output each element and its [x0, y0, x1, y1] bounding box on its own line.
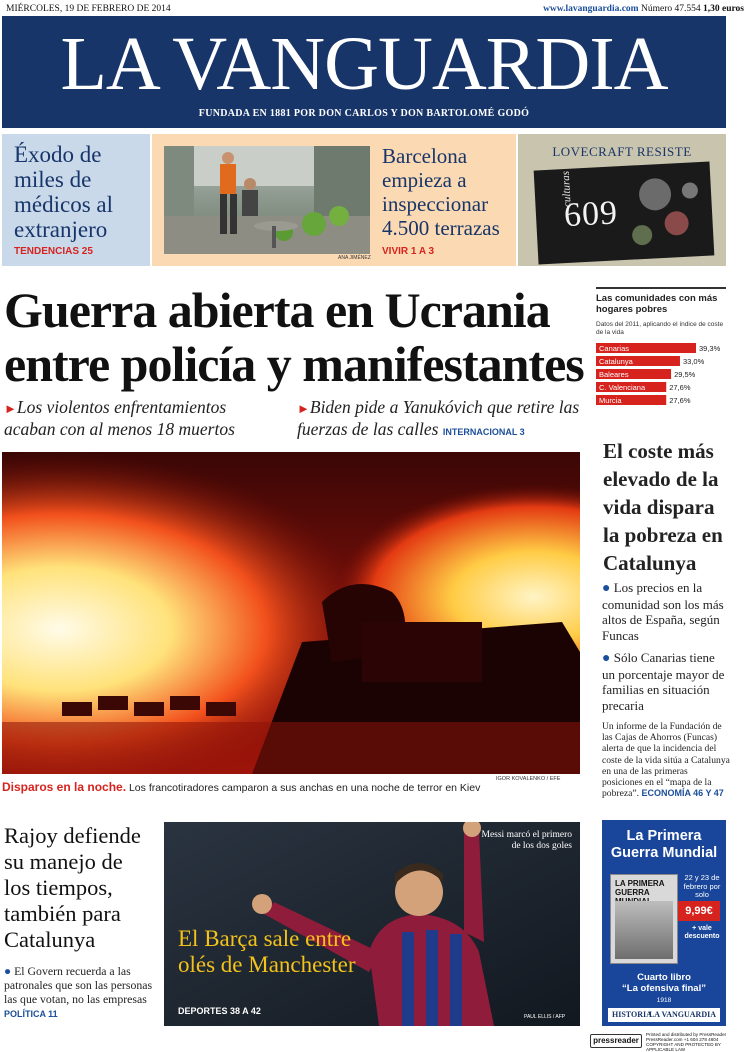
- section-tag[interactable]: INTERNACIONAL 3: [442, 427, 525, 437]
- promo-book-info: [602, 972, 726, 994]
- section-tag[interactable]: ECONOMÍA 46 Y 47: [641, 788, 724, 799]
- chart-subtitle: Datos del 2011, aplicando el índice de coste de la vida: [596, 321, 724, 336]
- bullet-dot-icon: ●: [602, 581, 611, 596]
- pressreader-text: Printed and distributed by PressReader PressReader.com +1 604 278 4604 COPYRIGHT AND PROTECTED BY APPLICABLE LAW: [646, 1032, 727, 1052]
- chart-title: Las comunidades con más hogares pobres: [596, 293, 718, 315]
- section-tag[interactable]: DEPORTES 38 A 42: [178, 1006, 261, 1016]
- teaser-terrazas[interactable]: [152, 134, 516, 266]
- promo-dates: 22 y 23 de febrero por solo: [683, 873, 721, 899]
- issue-meta: [543, 4, 744, 14]
- messi-headline[interactable]: El Barça sale entre olés de Manchester: [178, 926, 356, 977]
- side-body-text: Un informe de la Fundación de las Cajas de Ahorros (Funcas) alerta de que la incidencia del coste de la vida sitúa a Catalunya en una de las primeras posiciones en el “mapa de la pobreza”.: [602, 721, 730, 800]
- deck-left-text: Los violentos enfrentamientos acaban con al menos 18 muertos: [4, 397, 235, 439]
- newspaper-name: LA VANGUARDIA: [60, 22, 668, 106]
- main-headline[interactable]: Guerra abierta en Ucrania entre policía y manifestantes: [4, 282, 584, 392]
- side-body: [602, 721, 730, 799]
- chart-category-label: Catalunya: [599, 357, 633, 366]
- chart-category-label: Baleares: [599, 370, 629, 379]
- issue-price: 1,30 euros: [703, 4, 744, 14]
- fire-photo: [2, 452, 580, 774]
- teaser-headline: Barcelona empieza a inspeccionar 4.500 terrazas: [382, 144, 500, 240]
- chart-value-label: 27,6%: [669, 396, 691, 405]
- rajoy-headline[interactable]: Rajoy defiende su manejo de los tiempos, también para Catalunya: [4, 823, 141, 952]
- side-bullet-2: [602, 650, 730, 713]
- book-cover: [610, 874, 678, 964]
- pressreader-footer: [590, 1031, 748, 1051]
- masthead: [2, 16, 726, 128]
- magazine-brand: culturas: [559, 170, 574, 208]
- chart-value-label: 29,5%: [674, 370, 696, 379]
- bullet-text: Los precios en la comunidad son los más altos de España, según Funcas: [602, 580, 724, 643]
- photo-credit: IGOR KOVALENKO / EFE: [496, 776, 561, 782]
- deck-right-text: Biden pide a Yanukóvich que retire las fuerzas de las calles: [297, 397, 580, 439]
- book-title: LA PRIMERA GUERRA: [615, 879, 665, 897]
- promo-book-name: “La ofensiva final”: [622, 983, 706, 994]
- messi-caption: Messi marcó el primero de los dos goles: [481, 830, 572, 851]
- bullet-dot-icon: ●: [602, 651, 611, 666]
- triangle-bullet-icon: ►: [297, 401, 310, 416]
- poverty-chart: [596, 287, 726, 413]
- promo-price: 9,99€: [678, 901, 720, 921]
- bullet-dot-icon: ●: [4, 964, 12, 978]
- book-image: [615, 901, 673, 959]
- bullet-text: Sólo Canarias tiene un porcentaje mayor de familias en situación precaria: [602, 650, 725, 713]
- triangle-bullet-icon: ►: [4, 401, 17, 416]
- magazine-number: 609: [563, 194, 619, 235]
- chart-category-label: C. Valenciana: [599, 383, 646, 392]
- book-promo[interactable]: [602, 820, 726, 1026]
- rajoy-body-text: El Govern recuerda a las patronales que son las personas las que votan, no las empresas: [4, 964, 153, 1006]
- issue-date: MIÉRCOLES, 19 DE FEBRERO DE 2014: [6, 4, 171, 14]
- rajoy-body: [4, 964, 154, 1021]
- side-bullet-1: [602, 580, 730, 643]
- issue-number: Número 47.554: [640, 4, 701, 14]
- photo-credit: PAUL ELLIS / AFP: [524, 1014, 566, 1020]
- pressreader-logo[interactable]: pressreader: [590, 1034, 642, 1048]
- side-headline[interactable]: El coste más elevado de la vida dispara la pobreza en Catalunya: [603, 439, 723, 575]
- teaser-lovecraft[interactable]: [518, 134, 726, 266]
- teaser-headline: LOVECRAFT RESISTE: [552, 144, 692, 159]
- site-url[interactable]: www.lavanguardia.com: [543, 4, 639, 14]
- promo-logos: [608, 1008, 720, 1022]
- promo-book-number: Cuarto libro: [637, 972, 691, 983]
- historia-logo: HISTORIA: [612, 1010, 652, 1019]
- deck-left: [4, 397, 274, 439]
- chart-value-label: 33,0%: [682, 357, 705, 366]
- chart-rule: [596, 287, 726, 289]
- founded-line: FUNDADA EN 1881 POR DON CARLOS Y DON BARTOLOMÉ GODÓ: [198, 108, 530, 119]
- chart-value-label: 27,6%: [669, 383, 691, 392]
- deck-right: [297, 397, 587, 442]
- caption-lead: Disparos en la noche.: [2, 780, 127, 794]
- chart-value-label: 39,3%: [699, 344, 721, 353]
- teaser-section: TENDENCIAS 25: [14, 246, 93, 257]
- promo-headline: La Primera Guerra Mundial: [610, 828, 718, 861]
- magazine-cover: [534, 161, 715, 264]
- terrace-photo: [164, 146, 370, 254]
- promo-year: 1918: [656, 997, 672, 1004]
- teaser-headline: Éxodo de miles de médicos al extranjero: [14, 142, 113, 242]
- photo-credit: ANA JIMÉNEZ: [338, 255, 371, 261]
- teaser-section: VIVIR 1 A 3: [382, 246, 435, 257]
- caption-text: Los francotiradores camparon a sus anchas en una noche de terror en Kiev: [128, 782, 481, 794]
- chart-svg: [596, 341, 726, 413]
- promo-discount: + vale descuento: [684, 925, 720, 940]
- chart-category-label: Canarias: [599, 344, 630, 353]
- messi-photo: [164, 822, 580, 1026]
- chart-category-label: Murcia: [599, 396, 622, 405]
- teaser-medicos[interactable]: [2, 134, 150, 266]
- vanguardia-logo: LA VANGUARDIA: [648, 1010, 716, 1019]
- section-tag[interactable]: POLÍTICA 11: [4, 1009, 58, 1019]
- photo-caption: [2, 780, 582, 794]
